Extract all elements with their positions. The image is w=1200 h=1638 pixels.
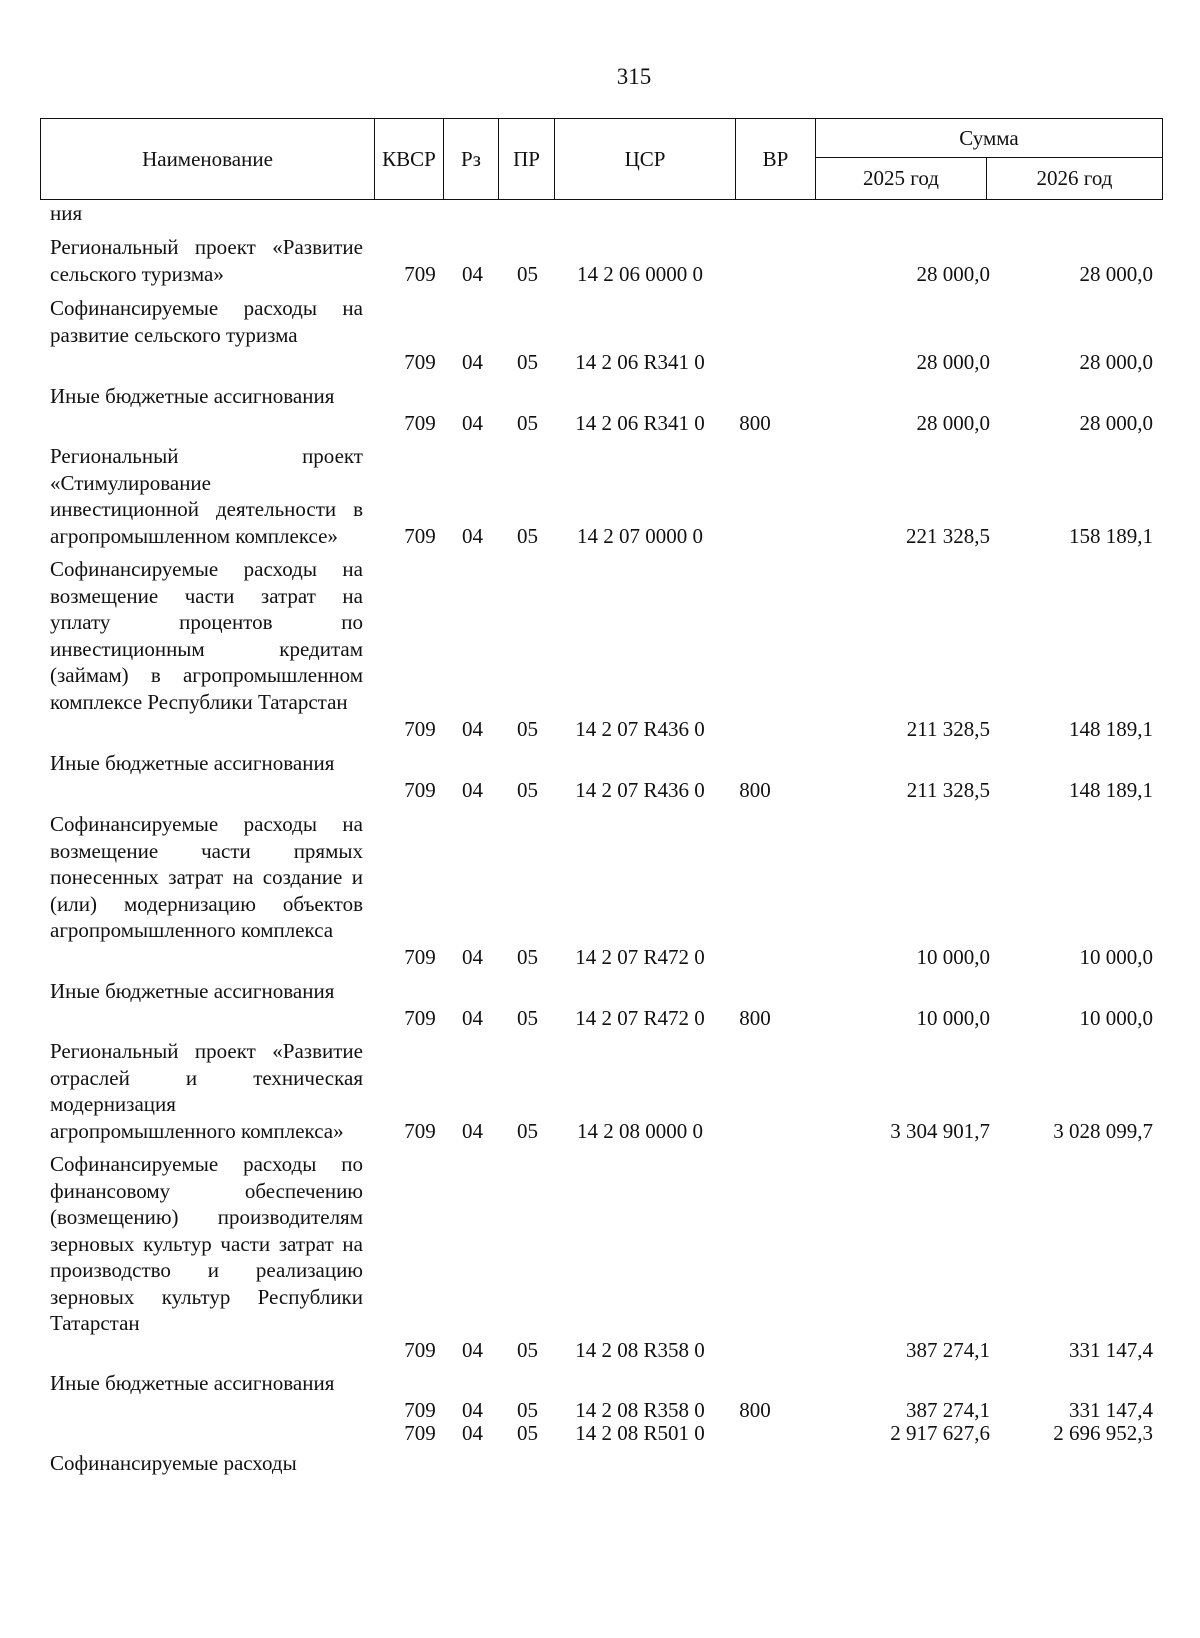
csr-cell: 14 2 07 R472 0 — [575, 1005, 705, 1030]
sum-2026-cell: 2 696 952,3 — [1053, 1421, 1153, 1445]
pr-cell: 05 — [517, 261, 538, 286]
sum-2025-cell: 211 328,5 — [906, 777, 990, 802]
table-row — [40, 1038, 1163, 1144]
header-name: Наименование — [142, 146, 273, 171]
rz-cell: 04 — [462, 523, 483, 548]
sum-2025-cell: 2 917 627,6 — [890, 1421, 990, 1445]
pr-cell: 05 — [517, 777, 538, 802]
sum-2025-cell: 28 000,0 — [916, 410, 990, 435]
header-kvsr: КВСР — [382, 146, 436, 171]
row-name: Софинансируемые расходы на возмещение части прямых понесенных затрат на создание и (или) модернизацию объектов агропромышленного комплекса — [50, 812, 363, 942]
pr-cell: 05 — [517, 1397, 538, 1422]
rz-cell: 04 — [462, 716, 483, 741]
sum-2025-cell: 221 328,5 — [906, 523, 990, 548]
sum-2026-cell: 158 189,1 — [1069, 523, 1153, 548]
sum-2026-cell: 148 189,1 — [1069, 716, 1153, 741]
row-name: ния — [50, 201, 83, 225]
sum-2026-cell: 3 028 099,7 — [1053, 1118, 1153, 1143]
pr-cell: 05 — [517, 523, 538, 548]
rz-cell: 04 — [462, 1005, 483, 1030]
row-name: Софинансируемые расходы на возмещение части затрат на уплату процентов по инвестиционным кредитам (займам) в агропромышленном комплексе Республики Татарстан — [50, 557, 363, 714]
pr-cell: 05 — [517, 1005, 538, 1030]
pr-cell: 05 — [517, 349, 538, 374]
kvsr-cell: 709 — [404, 944, 436, 969]
table-row — [40, 234, 1163, 287]
table-row — [40, 811, 1163, 970]
header-2025: 2025 год — [863, 166, 939, 190]
row-name: Иные бюджетные ассигнования — [50, 751, 335, 775]
rz-cell: 04 — [462, 777, 483, 802]
header-csr: ЦСР — [624, 146, 666, 171]
sum-2025-cell: 387 274,1 — [906, 1397, 990, 1422]
row-name: Софинансируемые расходы по финансовому обеспечению (возмещению) производителям зерновых культур части затрат на производство и реализацию зерновых культур Республики Татарстан — [50, 1152, 363, 1335]
rz-cell: 04 — [462, 1337, 483, 1362]
row-name: Региональный проект «Развитие отраслей и техническая модернизация агропромышленного комплекса» — [50, 1039, 363, 1143]
vr-cell: 800 — [739, 777, 771, 802]
table-row — [40, 295, 1163, 375]
header-2026: 2026 год — [1036, 166, 1113, 190]
kvsr-cell: 709 — [404, 716, 436, 741]
row-name: Иные бюджетные ассигнования — [50, 1371, 335, 1395]
sum-2026-cell: 10 000,0 — [1079, 944, 1153, 969]
vr-cell: 800 — [739, 410, 771, 435]
row-name: Региональный проект «Стимулирование инвестиционной деятельности в агропромышленном комплексе» — [50, 444, 363, 548]
rz-cell: 04 — [462, 349, 483, 374]
header-pr: ПР — [513, 146, 540, 171]
sum-2025-cell: 211 328,5 — [906, 716, 990, 741]
table-header — [40, 118, 1163, 200]
pr-cell: 05 — [517, 944, 538, 969]
csr-cell: 14 2 07 R436 0 — [575, 777, 705, 802]
kvsr-cell: 709 — [404, 1421, 436, 1445]
vr-cell: 800 — [739, 1397, 771, 1422]
table-row — [40, 1151, 1163, 1363]
csr-cell: 14 2 07 0000 0 — [577, 523, 703, 548]
csr-cell: 14 2 08 R358 0 — [575, 1397, 705, 1422]
csr-cell: 14 2 08 R358 0 — [575, 1337, 705, 1362]
csr-cell: 14 2 08 0000 0 — [577, 1118, 703, 1143]
pr-cell: 05 — [517, 716, 538, 741]
row-name: Иные бюджетные ассигнования — [50, 384, 335, 408]
header-sum: Сумма — [959, 125, 1019, 150]
pr-cell: 05 — [517, 410, 538, 435]
sum-2025-cell: 28 000,0 — [916, 349, 990, 374]
table-row — [40, 443, 1163, 549]
csr-cell: 14 2 07 R472 0 — [575, 944, 705, 969]
sum-2025-cell: 10 000,0 — [916, 1005, 990, 1030]
row-name: Иные бюджетные ассигнования — [50, 979, 335, 1003]
table-row — [40, 750, 1163, 803]
kvsr-cell: 709 — [404, 349, 436, 374]
table-row — [40, 1421, 1163, 1485]
csr-cell: 14 2 06 R341 0 — [575, 349, 705, 374]
rz-cell: 04 — [462, 944, 483, 969]
header-vr: ВР — [762, 146, 789, 171]
table-row — [40, 556, 1163, 742]
sum-2026-cell: 28 000,0 — [1079, 261, 1153, 286]
pr-cell: 05 — [517, 1118, 538, 1143]
sum-2026-cell: 331 147,4 — [1069, 1337, 1153, 1362]
csr-cell: 14 2 08 R501 0 — [575, 1421, 705, 1445]
table-row — [40, 978, 1163, 1031]
rz-cell: 04 — [462, 1397, 483, 1422]
row-name: Региональный проект «Развитие сельского туризма» — [50, 235, 363, 286]
kvsr-cell: 709 — [404, 410, 436, 435]
table-row — [40, 1370, 1163, 1423]
sum-2025-cell: 28 000,0 — [916, 261, 990, 286]
sum-2026-cell: 148 189,1 — [1069, 777, 1153, 802]
row-name: Софинансируемые расходы — [50, 1451, 297, 1475]
pr-cell: 05 — [517, 1337, 538, 1362]
header-rz: Рз — [461, 146, 481, 171]
row-name: Софинансируемые расходы на развитие сельского туризма — [50, 296, 363, 347]
sum-2025-cell: 3 304 901,7 — [890, 1118, 990, 1143]
rz-cell: 04 — [462, 1118, 483, 1143]
rz-cell: 04 — [462, 261, 483, 286]
csr-cell: 14 2 07 R436 0 — [575, 716, 705, 741]
vr-cell: 800 — [739, 1005, 771, 1030]
csr-cell: 14 2 06 0000 0 — [577, 261, 703, 286]
sum-2025-cell: 387 274,1 — [906, 1337, 990, 1362]
table-row — [40, 383, 1163, 436]
csr-cell: 14 2 06 R341 0 — [575, 410, 705, 435]
sum-2026-cell: 28 000,0 — [1079, 349, 1153, 374]
sum-2026-cell: 28 000,0 — [1079, 410, 1153, 435]
rz-cell: 04 — [462, 410, 483, 435]
sum-2025-cell: 10 000,0 — [916, 944, 990, 969]
page-number: 315 — [616, 64, 652, 89]
kvsr-cell: 709 — [404, 1337, 436, 1362]
kvsr-cell: 709 — [404, 1118, 436, 1143]
sum-2026-cell: 10 000,0 — [1079, 1005, 1153, 1030]
kvsr-cell: 709 — [404, 1397, 436, 1422]
sum-2026-cell: 331 147,4 — [1069, 1397, 1153, 1422]
pr-cell: 05 — [517, 1421, 538, 1445]
kvsr-cell: 709 — [404, 777, 436, 802]
kvsr-cell: 709 — [404, 261, 436, 286]
kvsr-cell: 709 — [404, 1005, 436, 1030]
kvsr-cell: 709 — [404, 523, 436, 548]
rz-cell: 04 — [462, 1421, 483, 1445]
table-row — [40, 200, 1163, 226]
